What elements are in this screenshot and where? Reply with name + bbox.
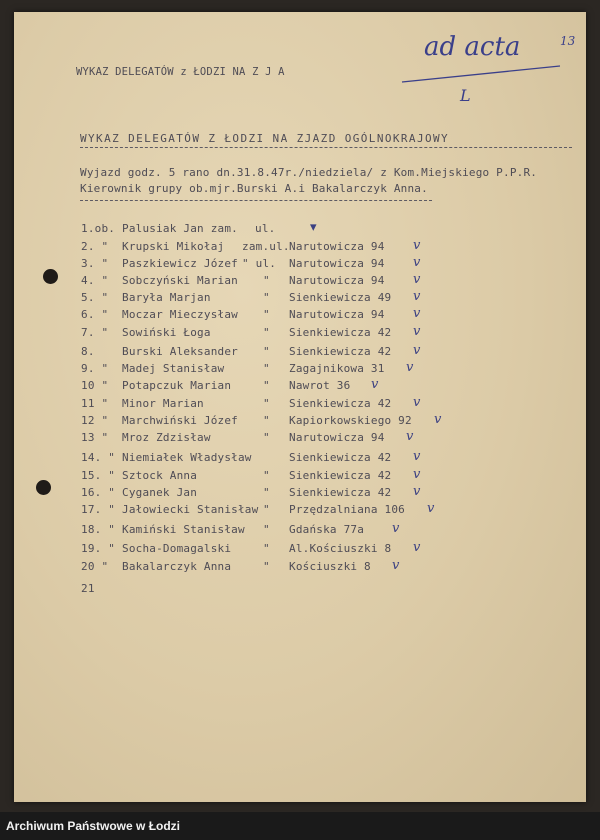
- delegate-address: Zagajnikowa 31: [289, 362, 385, 375]
- delegate-number: 2. ": [81, 240, 109, 253]
- header-line: WYKAZ DELEGATÓW z ŁODZI NA Z J A: [76, 66, 285, 78]
- address-prefix: ": [263, 345, 270, 358]
- address-prefix: ": [263, 523, 270, 536]
- delegate-number: 8.: [81, 345, 95, 358]
- delegate-name: Sobczyński Marian: [122, 274, 238, 287]
- delegate-name: Marchwiński Józef: [122, 414, 238, 427]
- delegate-number: 13 ": [81, 431, 109, 444]
- handwritten-mark: 13: [560, 34, 576, 48]
- delegate-number: 20 ": [81, 560, 109, 573]
- address-prefix: zam.ul.: [242, 240, 290, 253]
- delegate-number: 6. ": [81, 308, 109, 321]
- departure-line: Wyjazd godz. 5 rano dn.31.8.47r./niedziela/ z Kom.Miejskiego P.P.R.: [80, 166, 538, 179]
- delegate-name: Jałowiecki Stanisław: [122, 503, 259, 516]
- delegate-number: 14. ": [81, 451, 116, 464]
- delegate-name: Moczar Mieczysław: [122, 308, 238, 321]
- check-mark: v: [392, 558, 400, 573]
- check-mark: v: [413, 289, 421, 304]
- handwritten-underline: [400, 64, 565, 86]
- address-prefix: ": [263, 542, 270, 555]
- delegate-number: 3. ": [81, 257, 109, 270]
- delegate-name: Palusiak Jan zam.: [122, 222, 238, 235]
- leader-underline: [80, 200, 432, 201]
- delegate-name: Niemiałek Władysław: [122, 451, 252, 464]
- address-prefix: ": [263, 326, 270, 339]
- address-prefix: ": [263, 397, 270, 410]
- title-underline: [80, 147, 572, 148]
- delegate-number: 1.ob.: [81, 222, 116, 235]
- delegate-address: Sienkiewicza 42: [289, 397, 392, 410]
- delegate-address: Narutowicza 94: [289, 274, 385, 287]
- delegate-number: 9. ": [81, 362, 109, 375]
- delegate-address: Kapiorkowskiego 92: [289, 414, 412, 427]
- delegate-address: Sienkiewicza 42: [289, 486, 392, 499]
- check-mark: v: [413, 395, 421, 410]
- delegate-name: Sowiński Łoga: [122, 326, 211, 339]
- delegate-name: Burski Aleksander: [122, 345, 238, 358]
- delegate-name: Paszkiewicz Józef: [122, 257, 238, 270]
- address-prefix: ": [263, 291, 270, 304]
- delegate-name: Baryła Marjan: [122, 291, 211, 304]
- check-mark: v: [413, 306, 421, 321]
- address-prefix: ": [263, 362, 270, 375]
- delegate-address: Narutowicza 94: [289, 257, 385, 270]
- address-prefix: ": [263, 379, 270, 392]
- delegate-name: Socha-Domagalski: [122, 542, 232, 555]
- check-mark: v: [413, 238, 421, 253]
- delegate-name: Kamiński Stanisław: [122, 523, 245, 536]
- delegate-address: Gdańska 77a: [289, 523, 365, 536]
- delegate-address: Narutowicza 94: [289, 240, 385, 253]
- address-prefix: ": [263, 560, 270, 573]
- delegate-number: 18. ": [81, 523, 116, 536]
- address-prefix: " ul.: [242, 257, 277, 270]
- check-mark: v: [413, 272, 421, 287]
- check-mark: v: [406, 429, 414, 444]
- delegate-address: Sienkiewicza 42: [289, 326, 392, 339]
- address-prefix: ": [263, 414, 270, 427]
- delegate-number: 11 ": [81, 397, 109, 410]
- delegate-number: 12 ": [81, 414, 109, 427]
- check-mark: v: [413, 449, 421, 464]
- delegate-address: Przędzalniana 106: [289, 503, 405, 516]
- punch-hole-bottom: [36, 480, 51, 495]
- address-prefix: ": [263, 486, 270, 499]
- delegate-number: 4. ": [81, 274, 109, 287]
- check-mark: ▾: [310, 220, 317, 235]
- archive-name: Archiwum Państwowe w Łodzi: [6, 819, 181, 833]
- delegate-name: Mroz Zdzisław: [122, 431, 211, 444]
- delegate-number: 15. ": [81, 469, 116, 482]
- check-mark: v: [413, 343, 421, 358]
- document-title: WYKAZ DELEGATÓW Z ŁODZI NA ZJAZD OGÓLNOKRAJOWY: [80, 132, 450, 145]
- delegate-address: Sienkiewicza 42: [289, 345, 392, 358]
- delegate-number: 10 ": [81, 379, 109, 392]
- check-mark: v: [371, 377, 379, 392]
- delegate-name: Madej Stanisław: [122, 362, 225, 375]
- check-mark: v: [406, 360, 414, 375]
- leader-line: Kierownik grupy ob.mjr.Burski A.i Bakalarczyk Anna.: [80, 182, 428, 195]
- delegate-number: 5. ": [81, 291, 109, 304]
- delegate-address: Nawrot 36: [289, 379, 351, 392]
- check-mark: v: [413, 484, 421, 499]
- delegate-number: 7. ": [81, 326, 109, 339]
- address-prefix: ": [263, 469, 270, 482]
- delegate-address: Sienkiewicza 42: [289, 451, 392, 464]
- delegate-address: Narutowicza 94: [289, 308, 385, 321]
- delegate-name: Krupski Mikołaj: [122, 240, 225, 253]
- address-prefix: ": [263, 431, 270, 444]
- archive-footer: [0, 812, 600, 840]
- delegate-address: Sienkiewicza 42: [289, 469, 392, 482]
- handwritten-note: ad acta: [424, 32, 521, 62]
- address-prefix: ul.: [255, 222, 276, 235]
- address-prefix: ": [263, 503, 270, 516]
- delegate-address: Kościuszki 8: [289, 560, 371, 573]
- delegate-name: Potapczuk Marian: [122, 379, 232, 392]
- delegate-number: 21: [81, 582, 95, 595]
- check-mark: v: [413, 467, 421, 482]
- delegate-address: Al.Kościuszki 8: [289, 542, 392, 555]
- address-prefix: ": [263, 274, 270, 287]
- check-mark: v: [413, 324, 421, 339]
- delegate-name: Bakalarczyk Anna: [122, 560, 232, 573]
- check-mark: v: [413, 540, 421, 555]
- delegate-name: Sztock Anna: [122, 469, 198, 482]
- punch-hole-top: [43, 269, 58, 284]
- delegate-number: 16. ": [81, 486, 116, 499]
- delegate-name: Cyganek Jan: [122, 486, 198, 499]
- check-mark: v: [427, 501, 435, 516]
- check-mark: v: [392, 521, 400, 536]
- address-prefix: ": [263, 308, 270, 321]
- delegate-name: Minor Marian: [122, 397, 204, 410]
- delegate-address: Sienkiewicza 49: [289, 291, 392, 304]
- check-mark: v: [413, 255, 421, 270]
- handwritten-sign: L: [460, 86, 471, 105]
- delegate-number: 19. ": [81, 542, 116, 555]
- check-mark: v: [434, 412, 442, 427]
- delegate-address: Narutowicza 94: [289, 431, 385, 444]
- delegate-number: 17. ": [81, 503, 116, 516]
